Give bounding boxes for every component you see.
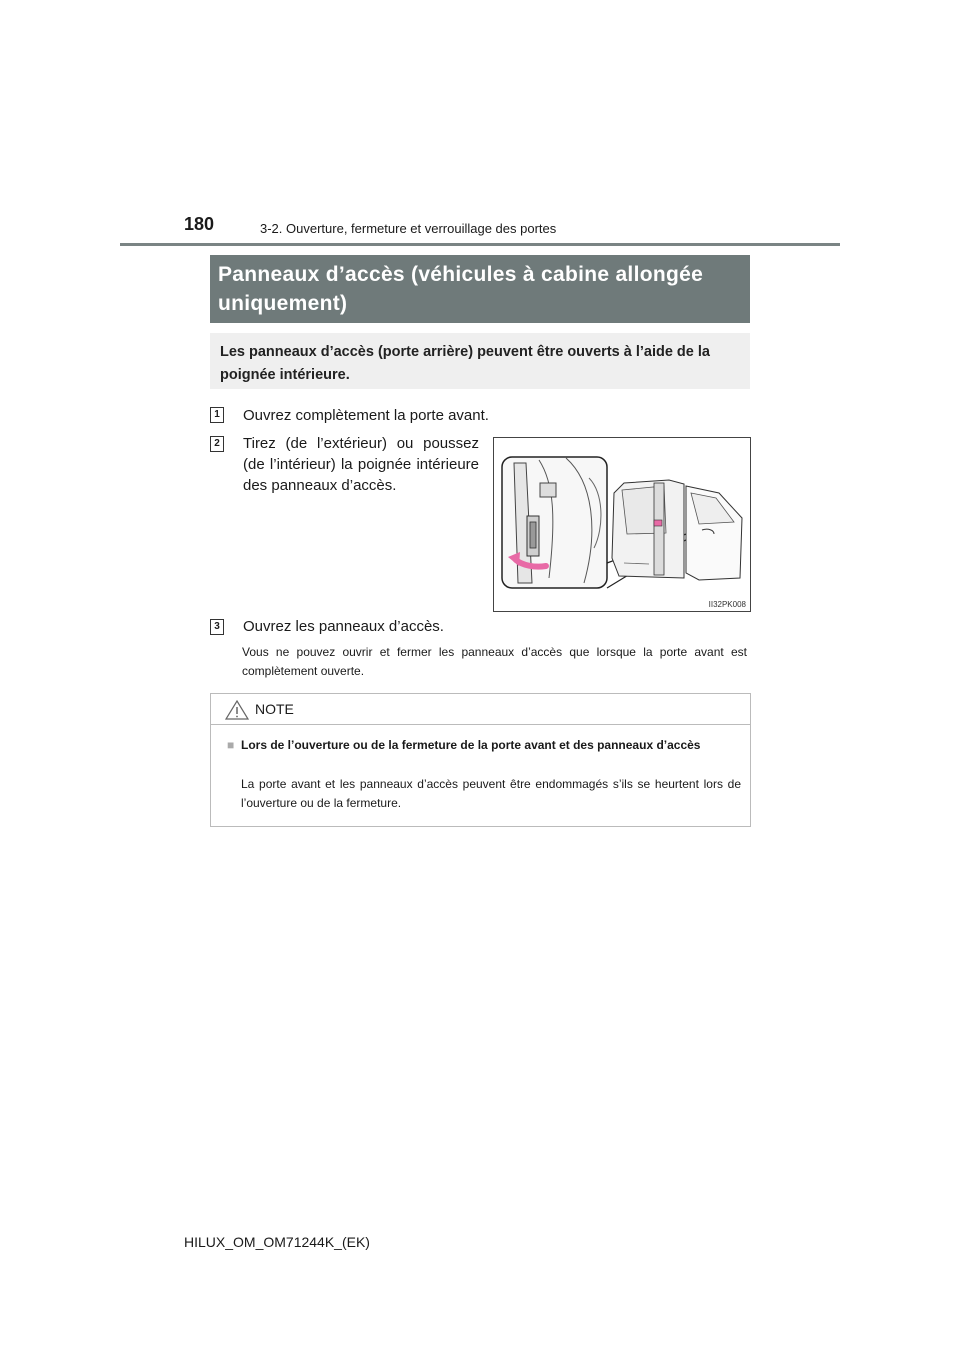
step-number-1: 1 <box>210 407 224 423</box>
notice-body: La porte avant et les panneaux d’accès peuvent être endommagés s’ils se heurtent lors de l’ouverture ou de la fermeture. <box>241 777 741 810</box>
section-breadcrumb: 3-2. Ouverture, fermeture et verrouillage des portes <box>260 221 557 236</box>
notice-box <box>210 693 751 827</box>
bullet-square-icon: ■ <box>227 738 235 752</box>
intro-text: Les panneaux d’accès (porte arrière) peuvent être ouverts à l’aide de la poignée intérieure. <box>220 344 710 383</box>
notice-header <box>211 694 750 725</box>
step-number-2: 2 <box>210 436 224 452</box>
notice-label: NOTE <box>255 701 294 717</box>
header-divider <box>120 243 840 246</box>
figure-code: II32PK008 <box>708 600 746 609</box>
step-3-note: Vous ne pouvez ouvrir et fermer les panneaux d’accès que lorsque la porte avant est complètement ouverte. <box>242 645 747 678</box>
page-number: 180 <box>184 214 215 234</box>
step-number-3: 3 <box>210 619 224 635</box>
step-1-text: Ouvrez complètement la porte avant. <box>243 407 489 424</box>
section-title: Panneaux d’accès (véhicules à cabine allongée uniquement) <box>218 263 704 315</box>
step-2-text: Tirez (de l’extérieur) ou poussez (de l’intérieur) la poignée intérieure des panneaux d’accès. <box>243 435 479 494</box>
notice-heading: Lors de l’ouverture ou de la fermeture de la porte avant et des panneaux d’accès <box>241 738 701 752</box>
section-title-banner <box>210 255 750 323</box>
access-panel-handle-illustration <box>494 438 750 611</box>
intro-box <box>210 333 750 389</box>
step-3-text: Ouvrez les panneaux d’accès. <box>243 618 444 635</box>
warning-triangle-icon <box>225 700 249 720</box>
door-illustration <box>493 437 751 612</box>
document-id: HILUX_OM_OM71244K_(EK) <box>184 1234 370 1250</box>
